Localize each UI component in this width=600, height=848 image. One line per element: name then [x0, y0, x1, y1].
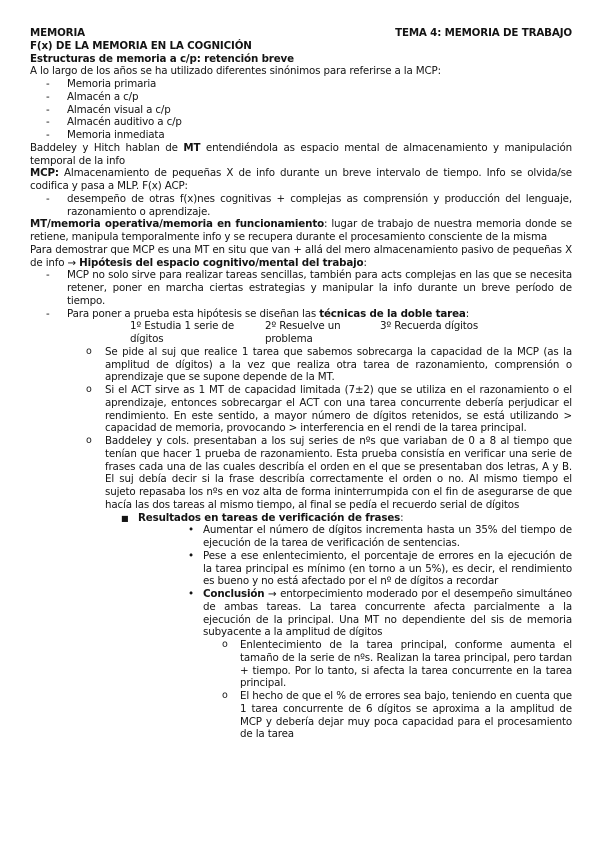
dash-bullet: - [46, 116, 50, 129]
dash-bullet: - [46, 103, 50, 116]
circle-bullet: o [86, 345, 92, 357]
list-item: o Enlentecimiento de la tarea principal, conforme aumenta el tamaño de la serie de nºs. Realizan la tarea principal, pero tardan + tiempo. Por lo tanto, si afecta la tarea concurrente en la tarea principal. [222, 639, 572, 690]
list-item: - Para poner a prueba esta hipótesis se diseñan las técnicas de la doble tarea: [46, 307, 470, 320]
mt-definition: MT/memoria operativa/memoria en funcionamiento: lugar de trabajo de nuestra memoria donde se retiene, manipula temporalmente info y se recupera durante el procesamiento consciente de la misma [30, 218, 572, 243]
circle-bullet: o [86, 384, 92, 395]
results-heading: ■ Resultados en tareas de verificación de frases: [121, 511, 404, 524]
baddeley-paragraph: Baddeley y Hitch hablan de MT entendiéndola as espacio mental de almacenamiento y manipulación temporal de la info [30, 141, 573, 167]
intro-paragraph: A lo largo de los años se ha utilizado diferentes sinónimos para referirse a la MCP: [30, 65, 441, 78]
list-item: - Memoria inmediata [46, 129, 165, 141]
circle-bullet: o [222, 639, 228, 650]
list-item: - Almacén visual a c/p [46, 103, 171, 116]
list-item: - Almacén auditivo a c/p [46, 116, 182, 129]
task-step: 2º Resuelve un problema [265, 320, 341, 345]
task-step: 3º Recuerda dígitos [380, 320, 479, 333]
section-title: F(x) DE LA MEMORIA EN LA COGNICIÓN [30, 39, 252, 52]
list-item: o El hecho de que el % de errores sea bajo, teniendo en cuenta que 1 tarea concurrente de 6 dígitos se aproxima a la amplitud de MCP y debería dejar muy poca capacidad para el procesamiento de la tarea [222, 690, 572, 741]
list-item: - MCP no solo sirve para realizar tareas sencillas, también para acts complejas en las que se necesita retener, poner en marcha ciertas estrategias y manipular la info durante un breve período de tiempo. [46, 269, 572, 307]
dash-bullet: - [46, 307, 50, 320]
page-header [30, 27, 572, 40]
list-item: - desempeño de otras f(x)nes cognitivas + complejas as comprensión y producción del lenguaje, razonamiento o aprendizaje. [46, 192, 572, 218]
dash-bullet: - [46, 192, 50, 205]
list-item: o Baddeley y cols. presentaban a los suj series de nºs que variaban de 0 a 8 al tiempo que tenían que hacer 1 prueba de razonamiento. Esta prueba consistía en verificar una serie de frases cada una de las cuales describía el orden en el que se presentaban dos letras, A y B. El suj debía decir si la frase describía correctamente el orden o no. Al mismo tiempo el sujeto repasaba los nºs en voz alta de forma ininterrumpida con el fin de asegurarse de que hacía las dos tareas al mismo tiempo, al final se pedía el recuerdo serial de dígitos [86, 435, 572, 511]
list-item: - Memoria primaria [46, 78, 157, 90]
list-item: • Aumentar el número de dígitos incrementa hasta un 35% del tiempo de ejecución de la tarea de verificación de sentencias. [188, 524, 572, 549]
dash-bullet: - [46, 90, 50, 103]
hypothesis-paragraph: Para demostrar que MCP es una MT en situ que van + allá del mero almacenamiento pasivo de pequeñas X de info → Hipótesis del espacio cognitivo/mental del trabajo: [30, 243, 572, 269]
list-item: • Conclusión → entorpecimiento moderado por el desempeño simultáneo de ambas tareas. La tarea concurrente afecta parcialmente a la ejecución de la principal. Una MT no dependiente del sis de memoria subyacente a la amplitud de dígitos [188, 588, 572, 639]
dash-bullet: - [46, 129, 50, 141]
dash-bullet: - [46, 78, 50, 90]
list-item: o Se pide al suj que realice 1 tarea que sabemos sobrecarga la capacidad de la MCP (as la amplitud de dígitos) a la vez que realiza otra tarea de razonamiento, comprensión o aprendizaje que se supone depende de la MT. [86, 345, 572, 384]
circle-bullet: o [86, 435, 92, 446]
list-item: o Si el ACT sirve as 1 MT de capacidad limitada (7±2) que se utiliza en el razonamiento o el aprendizaje, entonces sobrecargar el ACT con una tarea concurrente debería perjudicar el rendimiento. En este sentido, a mayor número de dígitos retenidos, se está utilizando > capacidad de memoria, provocando > interferencia en el rendi de la tarea principal. [86, 384, 572, 435]
arrow-icon: → [67, 256, 77, 269]
header-topic: TEMA 4: MEMORIA DE TRABAJO [395, 27, 572, 39]
square-bullet: ■ [121, 513, 129, 523]
header-subject: MEMORIA [30, 27, 85, 39]
dot-bullet: • [188, 524, 194, 537]
dot-bullet: • [188, 549, 194, 562]
synonyms-list [30, 78, 572, 142]
dot-bullet: • [188, 588, 194, 600]
document-page [30, 27, 572, 741]
task-steps [30, 320, 572, 346]
subsection-title: Estructuras de memoria a c/p: retención breve [30, 52, 294, 65]
task-step: 1º Estudia 1 serie de dígitos [130, 320, 235, 345]
list-item: - Almacén a c/p [46, 90, 139, 103]
mcp-definition: MCP: Almacenamiento de pequeñas X de info durante un breve intervalo de tiempo. Info se olvida/se codifica y pasa a MLP. F(x) ACP: [30, 167, 572, 192]
arrow-icon: → [264, 588, 281, 600]
list-item: • Pese a ese enlentecimiento, el porcentaje de errores en la ejecución de la tarea principal es mínimo (en torno a un 5%), es decir, el rendimiento es bueno y no está afectado por el nº de dígitos a recordar [188, 549, 572, 588]
dash-bullet: - [46, 269, 50, 282]
circle-bullet: o [222, 690, 228, 701]
